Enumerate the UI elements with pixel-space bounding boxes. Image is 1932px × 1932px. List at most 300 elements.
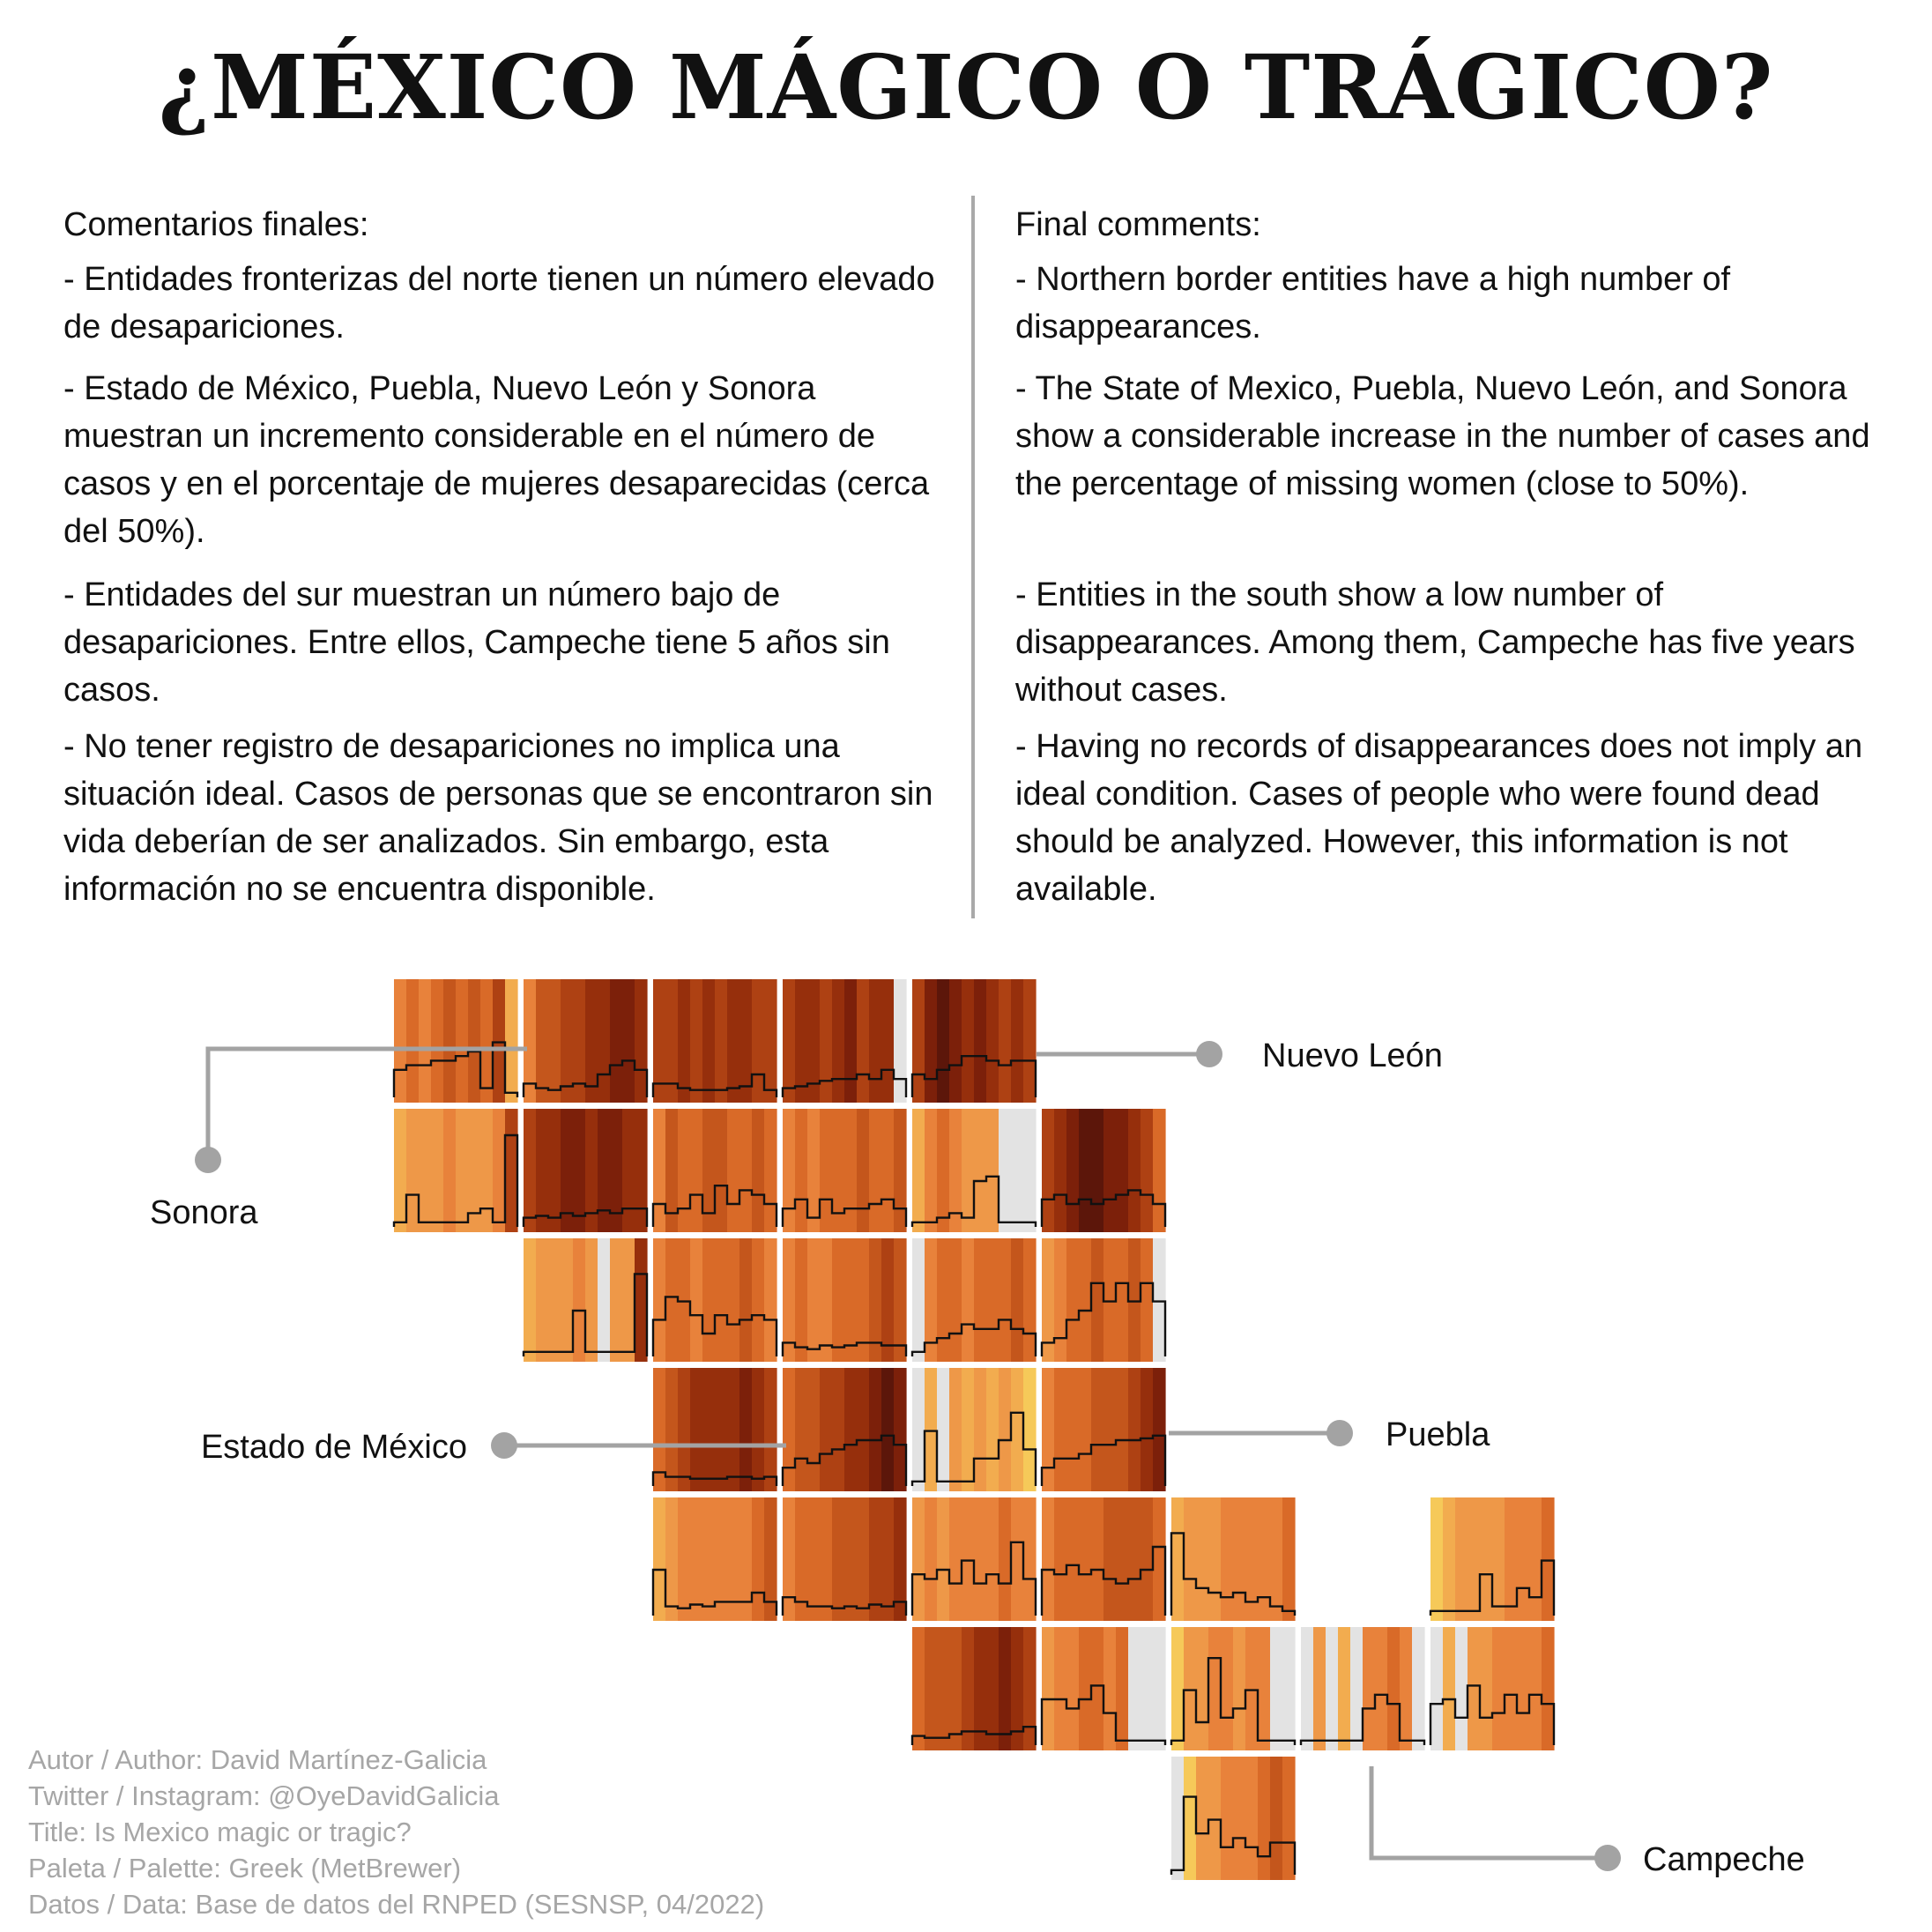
year-stripe — [739, 1368, 753, 1491]
year-stripe — [1282, 1757, 1296, 1880]
year-stripe — [925, 1368, 938, 1491]
year-stripe — [1301, 1627, 1314, 1750]
year-stripe — [986, 1497, 999, 1621]
year-stripe — [764, 1109, 777, 1232]
year-stripe — [807, 1497, 821, 1621]
year-stripe — [881, 979, 895, 1103]
credit-data: Datos / Data: Base de datos del RNPED (SESNSP, 04/2022) — [28, 1889, 765, 1920]
year-stripe — [869, 1368, 882, 1491]
year-stripe — [1282, 1627, 1296, 1750]
year-stripe — [548, 1238, 561, 1362]
year-stripe — [986, 1627, 999, 1750]
year-stripe — [1128, 1497, 1141, 1621]
year-stripe — [1023, 1497, 1037, 1621]
year-stripe — [986, 1109, 999, 1232]
year-stripe — [536, 1109, 549, 1232]
year-stripe — [1184, 1497, 1197, 1621]
year-stripe — [795, 979, 808, 1103]
year-stripe — [1116, 1497, 1129, 1621]
year-stripe — [635, 979, 648, 1103]
year-stripe — [431, 979, 444, 1103]
year-stripe — [857, 1368, 870, 1491]
year-stripe — [536, 1238, 549, 1362]
year-stripe — [1042, 1497, 1055, 1621]
credit-author: Autor / Author: David Martínez-Galicia — [28, 1744, 487, 1775]
year-stripe — [937, 1497, 950, 1621]
year-stripe — [1153, 1238, 1166, 1362]
year-stripe — [949, 1238, 962, 1362]
year-stripe — [1468, 1627, 1481, 1750]
year-stripe — [1258, 1757, 1271, 1880]
state-tile-r4-c3 — [653, 1497, 777, 1621]
year-stripe — [1171, 1757, 1185, 1880]
year-stripe — [690, 1368, 703, 1491]
year-stripe — [1542, 1497, 1555, 1621]
credit-title: Title: Is Mexico magic or tragic? — [28, 1817, 412, 1847]
year-stripe — [678, 979, 691, 1103]
year-stripe — [505, 979, 518, 1103]
year-stripe — [881, 1497, 895, 1621]
year-stripe — [925, 979, 938, 1103]
year-stripe — [1350, 1627, 1364, 1750]
year-stripe — [622, 979, 635, 1103]
state-label-puebla: Puebla — [1386, 1416, 1490, 1453]
credit-palette: Paleta / Palette: Greek (MetBrewer) — [28, 1853, 462, 1884]
year-stripe — [739, 979, 753, 1103]
year-stripe — [820, 1497, 833, 1621]
year-stripe — [1400, 1627, 1413, 1750]
state-label-sonora: Sonora — [150, 1194, 258, 1231]
tile-puebla — [1042, 1368, 1166, 1491]
year-stripe — [1430, 1497, 1444, 1621]
year-stripe — [739, 1109, 753, 1232]
year-stripe — [807, 1109, 821, 1232]
year-stripe — [986, 1368, 999, 1491]
year-stripe — [1480, 1627, 1493, 1750]
year-stripe — [1066, 1238, 1080, 1362]
comment-en-4: - Having no records of disappearances does not imply an ideal condition. Cases of people who were found dead should be analyzed. However, this information is not available. — [1015, 728, 1863, 908]
year-stripe — [1270, 1497, 1283, 1621]
year-stripe — [524, 1238, 537, 1362]
year-stripe — [1066, 1368, 1080, 1491]
year-stripe — [665, 1238, 679, 1362]
year-stripe — [635, 1109, 648, 1232]
year-stripe — [764, 1368, 777, 1491]
year-stripe — [912, 1497, 925, 1621]
year-stripe — [739, 1238, 753, 1362]
year-stripe — [962, 1368, 975, 1491]
year-stripe — [1233, 1497, 1246, 1621]
year-stripe — [1054, 1238, 1067, 1362]
year-stripe — [1054, 1497, 1067, 1621]
year-stripe — [1042, 1109, 1055, 1232]
year-stripe — [881, 1368, 895, 1491]
year-stripe — [1054, 1368, 1067, 1491]
state-label-campeche: Campeche — [1643, 1841, 1805, 1878]
year-stripe — [1141, 1497, 1154, 1621]
year-stripe — [912, 1238, 925, 1362]
year-stripe — [974, 1109, 987, 1232]
year-stripe — [690, 1497, 703, 1621]
year-stripe — [1455, 1627, 1468, 1750]
leader-dot-nuevo-leon — [1196, 1041, 1222, 1067]
year-stripe — [1091, 1497, 1104, 1621]
year-stripe — [561, 1238, 574, 1362]
year-stripe — [949, 1368, 962, 1491]
year-stripe — [844, 979, 858, 1103]
year-stripe — [690, 1109, 703, 1232]
tile-sonora — [394, 979, 518, 1103]
year-stripe — [1011, 1238, 1024, 1362]
year-stripe — [1529, 1497, 1542, 1621]
state-tile-r2-c5 — [912, 1238, 1037, 1362]
comment-es-3: - Entidades del sur muestran un número bajo de desapariciones. Entre ellos, Campeche tiene 5 años sin casos. — [63, 576, 890, 709]
year-stripe — [715, 979, 728, 1103]
state-tile-r1-c4 — [783, 1109, 907, 1232]
year-stripe — [962, 979, 975, 1103]
year-stripe — [869, 1109, 882, 1232]
comments-es-heading: Comentarios finales: — [63, 206, 369, 243]
year-stripe — [480, 979, 494, 1103]
year-stripe — [1221, 1627, 1234, 1750]
year-stripe — [1141, 1238, 1154, 1362]
year-stripe — [764, 979, 777, 1103]
year-stripe — [443, 979, 457, 1103]
state-tile-r5-c9 — [1430, 1627, 1555, 1750]
year-stripe — [1079, 1238, 1092, 1362]
year-stripe — [1066, 1497, 1080, 1621]
year-stripe — [702, 1238, 716, 1362]
year-stripe — [1313, 1627, 1326, 1750]
year-stripe — [1455, 1497, 1468, 1621]
year-stripe — [1091, 1109, 1104, 1232]
year-stripe — [1116, 1368, 1129, 1491]
year-stripe — [1505, 1497, 1518, 1621]
year-stripe — [795, 1368, 808, 1491]
year-stripe — [1128, 1238, 1141, 1362]
year-stripe — [727, 1368, 740, 1491]
year-stripe — [974, 1368, 987, 1491]
year-stripe — [1153, 1368, 1166, 1491]
state-tile-r2-c6 — [1042, 1238, 1166, 1362]
year-stripe — [622, 1238, 635, 1362]
year-stripe — [406, 1109, 420, 1232]
chart-title: ¿MÉXICO MÁGICO O TRÁGICO? — [158, 35, 1774, 139]
year-stripe — [999, 1238, 1012, 1362]
year-stripe — [986, 979, 999, 1103]
state-tile-r3-c3 — [653, 1368, 777, 1491]
year-stripe — [431, 1109, 444, 1232]
state-tile-r5-c7 — [1171, 1627, 1296, 1750]
year-stripe — [912, 1109, 925, 1232]
year-stripe — [857, 979, 870, 1103]
year-stripe — [394, 979, 407, 1103]
state-tile-r1-c3 — [653, 1109, 777, 1232]
year-stripe — [1270, 1757, 1283, 1880]
year-stripe — [1412, 1627, 1425, 1750]
year-stripe — [949, 979, 962, 1103]
year-stripe — [881, 1109, 895, 1232]
year-stripe — [1103, 1368, 1117, 1491]
year-stripe — [894, 1368, 907, 1491]
state-tile-r0-c2 — [524, 979, 648, 1103]
year-stripe — [1221, 1497, 1234, 1621]
year-stripe — [480, 1109, 494, 1232]
year-stripe — [937, 1627, 950, 1750]
year-stripe — [1128, 1109, 1141, 1232]
year-stripe — [795, 1109, 808, 1232]
year-stripe — [610, 979, 623, 1103]
year-stripe — [573, 1238, 586, 1362]
year-stripe — [622, 1109, 635, 1232]
year-stripe — [820, 1368, 833, 1491]
leader-dot-puebla — [1326, 1420, 1353, 1446]
tile-nuevo-leon — [912, 979, 1037, 1103]
year-stripe — [857, 1109, 870, 1232]
year-stripe — [394, 1109, 407, 1232]
year-stripe — [1529, 1627, 1542, 1750]
year-stripe — [598, 1109, 611, 1232]
year-stripe — [1517, 1627, 1530, 1750]
state-tile-r5-c6 — [1042, 1627, 1166, 1750]
year-stripe — [1054, 1109, 1067, 1232]
year-stripe — [715, 1109, 728, 1232]
year-stripe — [1375, 1627, 1388, 1750]
year-stripe — [974, 979, 987, 1103]
state-tile-r6-c7 — [1171, 1757, 1296, 1880]
year-stripe — [678, 1497, 691, 1621]
year-stripe — [598, 979, 611, 1103]
leader-dot-campeche — [1594, 1845, 1621, 1871]
year-stripe — [844, 1238, 858, 1362]
year-stripe — [702, 1497, 716, 1621]
year-stripe — [1011, 979, 1024, 1103]
year-stripe — [937, 1238, 950, 1362]
year-stripe — [795, 1238, 808, 1362]
year-stripe — [752, 1497, 765, 1621]
year-stripe — [1066, 1627, 1080, 1750]
year-stripe — [1245, 1757, 1259, 1880]
year-stripe — [1011, 1109, 1024, 1232]
year-stripe — [894, 1238, 907, 1362]
year-stripe — [937, 1368, 950, 1491]
year-stripe — [844, 1497, 858, 1621]
year-stripe — [548, 1109, 561, 1232]
state-tile-r4-c6 — [1042, 1497, 1166, 1621]
year-stripe — [999, 1368, 1012, 1491]
year-stripe — [456, 1109, 469, 1232]
year-stripe — [1042, 1627, 1055, 1750]
year-stripe — [1171, 1497, 1185, 1621]
year-stripe — [443, 1109, 457, 1232]
tile-estado-de-mexico — [783, 1368, 907, 1491]
state-label-estado-de-mexico: Estado de México — [200, 1429, 467, 1466]
year-stripe — [832, 1368, 845, 1491]
year-stripe — [869, 1497, 882, 1621]
year-stripe — [974, 1238, 987, 1362]
year-stripe — [752, 1109, 765, 1232]
year-stripe — [727, 1238, 740, 1362]
year-stripe — [1184, 1757, 1197, 1880]
year-stripe — [807, 1238, 821, 1362]
year-stripe — [419, 979, 432, 1103]
year-stripe — [912, 979, 925, 1103]
year-stripe — [937, 1109, 950, 1232]
year-stripe — [1505, 1627, 1518, 1750]
year-stripe — [857, 1497, 870, 1621]
year-stripe — [1128, 1627, 1141, 1750]
year-stripe — [573, 1109, 586, 1232]
year-stripe — [912, 1627, 925, 1750]
year-stripe — [715, 1368, 728, 1491]
year-stripe — [1153, 1497, 1166, 1621]
year-stripe — [999, 1109, 1012, 1232]
year-stripe — [1542, 1627, 1555, 1750]
comment-en-3: - Entities in the south show a low number of disappearances. Among them, Campeche has five years without cases. — [1015, 576, 1855, 709]
year-stripe — [752, 979, 765, 1103]
year-stripe — [1141, 1368, 1154, 1491]
year-stripe — [1023, 1368, 1037, 1491]
year-stripe — [1054, 1627, 1067, 1750]
year-stripe — [962, 1238, 975, 1362]
year-stripe — [468, 979, 481, 1103]
state-tile-r4-c4 — [783, 1497, 907, 1621]
year-stripe — [783, 979, 796, 1103]
year-stripe — [962, 1497, 975, 1621]
year-stripe — [690, 1238, 703, 1362]
comment-en-1: - Northern border entities have a high number of disappearances. — [1015, 261, 1731, 346]
year-stripe — [1116, 1238, 1129, 1362]
year-stripe — [1326, 1627, 1339, 1750]
year-stripe — [925, 1109, 938, 1232]
year-stripe — [536, 979, 549, 1103]
year-stripe — [1023, 979, 1037, 1103]
comment-es-2: - Estado de México, Puebla, Nuevo León y Sonora muestran un incremento considerable en el número de casos y en el porcentaje de mujeres desaparecidas (cerca del 50%). — [63, 370, 930, 550]
year-stripe — [727, 979, 740, 1103]
year-stripe — [702, 979, 716, 1103]
year-stripe — [727, 1109, 740, 1232]
year-stripe — [1128, 1368, 1141, 1491]
state-tile-r3-c5 — [912, 1368, 1037, 1491]
state-tile-r1-c5 — [912, 1109, 1037, 1232]
year-stripe — [1270, 1627, 1283, 1750]
year-stripe — [548, 979, 561, 1103]
leader-line-campeche — [1371, 1766, 1608, 1858]
state-tile-r0-c3 — [653, 979, 777, 1103]
year-stripe — [752, 1368, 765, 1491]
year-stripe — [1196, 1627, 1209, 1750]
year-stripe — [1141, 1627, 1154, 1750]
year-stripe — [635, 1238, 648, 1362]
year-stripe — [665, 1497, 679, 1621]
year-stripe — [1079, 1627, 1092, 1750]
comment-es-1: - Entidades fronterizas del norte tienen un número elevado de desapariciones. — [63, 261, 935, 346]
year-stripe — [1153, 1109, 1166, 1232]
year-stripe — [1443, 1497, 1456, 1621]
state-tile-r1-c2 — [524, 1109, 648, 1232]
year-stripe — [561, 979, 574, 1103]
year-stripe — [1116, 1627, 1129, 1750]
year-stripe — [1079, 1368, 1092, 1491]
year-stripe — [1430, 1627, 1444, 1750]
year-stripe — [1066, 1109, 1080, 1232]
year-stripe — [986, 1238, 999, 1362]
year-stripe — [832, 1238, 845, 1362]
year-stripe — [1171, 1627, 1185, 1750]
year-stripe — [690, 979, 703, 1103]
state-tile-r1-c1 — [394, 1109, 518, 1232]
year-stripe — [844, 1109, 858, 1232]
year-stripe — [962, 1109, 975, 1232]
year-stripe — [1011, 1368, 1024, 1491]
year-stripe — [1208, 1757, 1222, 1880]
year-stripe — [1103, 1497, 1117, 1621]
year-stripe — [1492, 1497, 1505, 1621]
year-stripe — [1443, 1627, 1456, 1750]
tile-campeche — [1301, 1627, 1425, 1750]
year-stripe — [820, 979, 833, 1103]
year-stripe — [949, 1497, 962, 1621]
year-stripe — [653, 1238, 666, 1362]
state-tile-r4-c5 — [912, 1497, 1037, 1621]
year-stripe — [1042, 1368, 1055, 1491]
year-stripe — [1091, 1627, 1104, 1750]
year-stripe — [493, 1109, 506, 1232]
year-stripe — [1468, 1497, 1481, 1621]
year-stripe — [1153, 1627, 1166, 1750]
year-stripe — [1079, 1109, 1092, 1232]
year-stripe — [665, 1368, 679, 1491]
year-stripe — [598, 1238, 611, 1362]
year-stripe — [1282, 1497, 1296, 1621]
year-stripe — [505, 1109, 518, 1232]
year-stripe — [406, 979, 420, 1103]
year-stripe — [715, 1238, 728, 1362]
leader-dot-sonora — [195, 1147, 221, 1173]
year-stripe — [999, 979, 1012, 1103]
year-stripe — [832, 979, 845, 1103]
year-stripe — [419, 1109, 432, 1232]
year-stripe — [949, 1627, 962, 1750]
year-stripe — [925, 1497, 938, 1621]
year-stripe — [999, 1497, 1012, 1621]
leader-dot-estado-de-mexico — [491, 1432, 517, 1459]
year-stripe — [1480, 1497, 1493, 1621]
year-stripe — [1023, 1109, 1037, 1232]
year-stripe — [1258, 1627, 1271, 1750]
state-tile-r1-c6 — [1042, 1109, 1166, 1232]
year-stripe — [1011, 1497, 1024, 1621]
year-stripe — [1103, 1109, 1117, 1232]
year-stripe — [1103, 1238, 1117, 1362]
state-label-nuevo-leon: Nuevo León — [1262, 1037, 1443, 1074]
year-stripe — [1141, 1109, 1154, 1232]
year-stripe — [1363, 1627, 1376, 1750]
year-stripe — [1492, 1627, 1505, 1750]
state-tile-r0-c4 — [783, 979, 907, 1103]
year-stripe — [937, 979, 950, 1103]
credits — [28, 1742, 764, 1922]
year-stripe — [999, 1627, 1012, 1750]
year-stripe — [702, 1368, 716, 1491]
year-stripe — [1091, 1368, 1104, 1491]
year-stripe — [1196, 1757, 1209, 1880]
year-stripe — [653, 1497, 666, 1621]
year-stripe — [764, 1238, 777, 1362]
year-stripe — [1184, 1627, 1197, 1750]
year-stripe — [1221, 1757, 1234, 1880]
year-stripe — [783, 1109, 796, 1232]
